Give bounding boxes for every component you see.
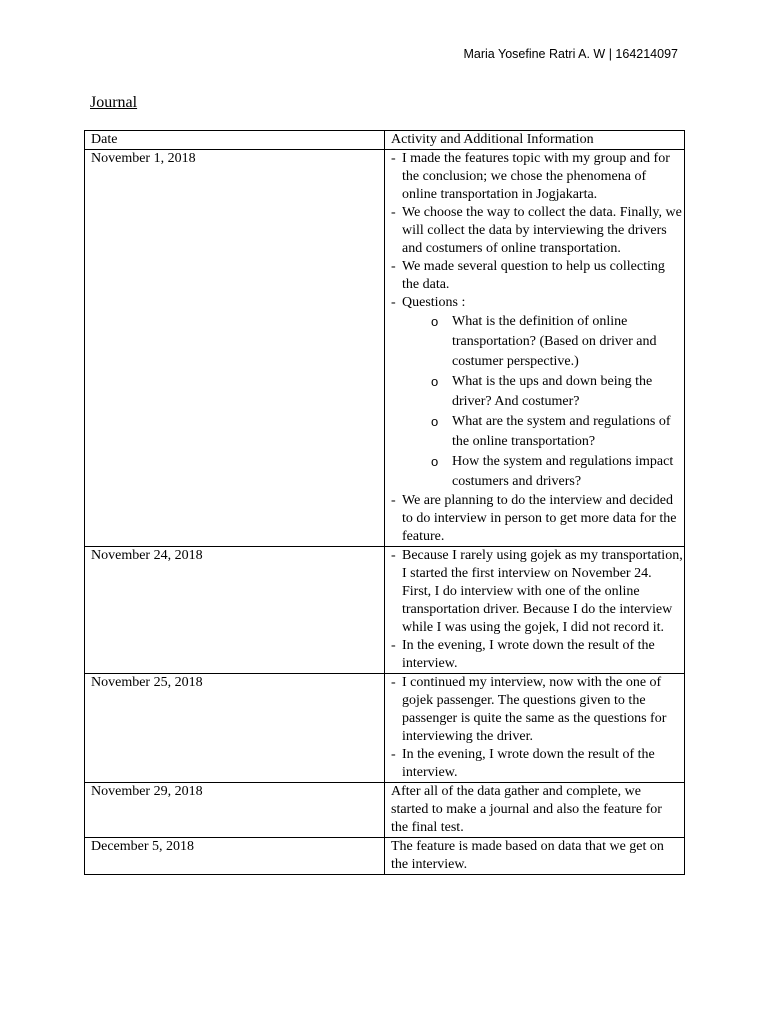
table-row — [85, 838, 685, 875]
activity-text: After all of the data gather and complete, we started to make a journal and also the feature for the final test. — [391, 784, 662, 835]
row-activity — [385, 547, 685, 674]
document-title: Journal — [90, 94, 138, 111]
activity-text: The feature is made based on data that we get on the interview. — [391, 839, 664, 872]
activity-column-header: Activity and Additional Information — [385, 131, 685, 150]
activity-list — [391, 547, 684, 673]
list-item: - I continued my interview, now with the one of gojek passenger. The questions given to the passenger is quite the same as the questions for interviewing the driver. — [391, 674, 684, 746]
row-activity — [385, 674, 685, 783]
question-item: o How the system and regulations impact costumers and drivers? — [431, 452, 684, 492]
row-activity — [385, 783, 685, 838]
question-item: o What is the definition of online transportation? (Based on driver and costumer perspective.) — [431, 312, 684, 372]
table-row — [85, 674, 685, 783]
row-date: November 24, 2018 — [85, 547, 385, 674]
question-item: o What is the ups and down being the driver? And costumer? — [431, 372, 684, 412]
table-row — [85, 783, 685, 838]
activity-list — [391, 674, 684, 782]
row-date: December 5, 2018 — [85, 838, 385, 875]
activity-list — [391, 150, 684, 546]
question-item: o What are the system and regulations of the online transportation? — [431, 412, 684, 452]
list-item: - In the evening, I wrote down the result of the interview. — [391, 746, 684, 782]
questions-list — [402, 312, 684, 492]
table-header-row — [85, 131, 685, 150]
list-item: - We made several question to help us collecting the data. — [391, 258, 684, 294]
date-column-header: Date — [85, 131, 385, 150]
list-item: - We are planning to do the interview and decided to do interview in person to get more data for the feature. — [391, 492, 684, 546]
row-date: November 1, 2018 — [85, 150, 385, 547]
list-item — [391, 294, 684, 492]
row-date: November 25, 2018 — [85, 674, 385, 783]
list-item: - We choose the way to collect the data. Finally, we will collect the data by interviewing the drivers and costumers of online transportation. — [391, 204, 684, 258]
list-item: - Because I rarely using gojek as my transportation, I started the first interview on November 24. First, I do interview with one of the online transportation driver. Because I do the interview while I was using the gojek, I did not record it. — [391, 547, 684, 637]
journal-table — [84, 130, 685, 875]
list-item: - I made the features topic with my group and for the conclusion; we chose the phenomena of online transportation in Jogjakarta. — [391, 150, 684, 204]
table-row — [85, 547, 685, 674]
page-header: Maria Yosefine Ratri A. W | 164214097 — [463, 47, 678, 61]
questions-label: Questions : — [402, 295, 466, 310]
list-item: - In the evening, I wrote down the result of the interview. — [391, 637, 684, 673]
row-date: November 29, 2018 — [85, 783, 385, 838]
row-activity — [385, 838, 685, 875]
table-row — [85, 150, 685, 547]
row-activity — [385, 150, 685, 547]
